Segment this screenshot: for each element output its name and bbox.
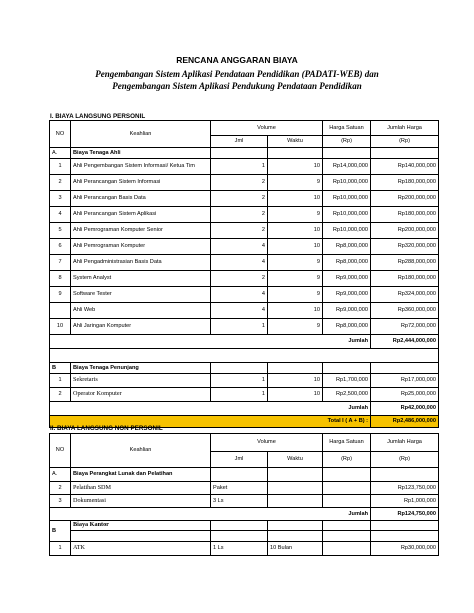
row-harga: Rp9,000,000	[323, 303, 371, 319]
row-keahlian: Ahli Pengadministrasian Basis Data	[71, 255, 211, 271]
row-keahlian: Operator Komputer	[71, 388, 211, 402]
row-harga	[323, 542, 371, 556]
row-no: 2	[50, 388, 71, 402]
row-waktu: 9	[268, 175, 323, 191]
row-waktu: 10	[268, 159, 323, 175]
row-harga: Rp1,700,000	[323, 374, 371, 388]
row-no: 10	[50, 319, 71, 335]
group-label: Biaya Perangkat Lunak dan Pelatihan	[71, 468, 211, 482]
row-keahlian: Ahli Perancangan Basis Data	[71, 191, 211, 207]
row-jumlah: Rp1,000,000	[371, 495, 439, 508]
table-row	[50, 255, 439, 271]
header-rp: (Rp)	[323, 136, 371, 148]
group-header-row	[50, 521, 439, 531]
row-no: 9	[50, 287, 71, 303]
header-volume: Volume	[211, 434, 323, 452]
row-waktu: 10	[268, 303, 323, 319]
row-harga: Rp8,000,000	[323, 239, 371, 255]
row-jml: 1	[211, 159, 268, 175]
row-waktu	[268, 482, 323, 495]
row-harga: Rp8,000,000	[323, 319, 371, 335]
row-waktu: 10	[268, 374, 323, 388]
row-waktu: 9	[268, 319, 323, 335]
header-no: NO	[50, 434, 71, 468]
group-label: Biaya Kantor	[71, 521, 211, 531]
table-row	[50, 239, 439, 255]
row-keahlian: Ahli Web	[71, 303, 211, 319]
table-row	[50, 223, 439, 239]
row-no: 7	[50, 255, 71, 271]
header-volume: Volume	[211, 121, 323, 136]
table-row	[50, 271, 439, 287]
total-value: Rp2,486,000,000	[371, 416, 439, 428]
row-jumlah: Rp140,000,000	[371, 159, 439, 175]
row-jml: 2	[211, 175, 268, 191]
row-no: 8	[50, 271, 71, 287]
row-waktu: 10	[268, 223, 323, 239]
header-no: NO	[50, 121, 71, 148]
subtotal-label: Jumlah	[50, 402, 371, 416]
row-no: 5	[50, 223, 71, 239]
group-header-row	[50, 148, 439, 159]
row-keahlian: System Analyst	[71, 271, 211, 287]
header-jumlah-harga: Jumlah Harga	[371, 121, 439, 136]
table-row	[50, 303, 439, 319]
header-rp: (Rp)	[323, 452, 371, 468]
row-keahlian: Software Tester	[71, 287, 211, 303]
row-no: 1	[50, 159, 71, 175]
row-jml: 4	[211, 239, 268, 255]
group-label: Biaya Tenaga Penunjang	[71, 363, 211, 374]
row-keahlian: Ahli Perancangan Sistem Aplikasi	[71, 207, 211, 223]
row-harga: Rp14,000,000	[323, 159, 371, 175]
document-title: RENCANA ANGGARAN BIAYA	[176, 55, 298, 65]
row-no	[50, 303, 71, 319]
row-jml: 4	[211, 287, 268, 303]
row-waktu: 10 Bulan	[268, 542, 323, 556]
table-row	[50, 374, 439, 388]
row-no: 3	[50, 495, 71, 508]
row-keahlian: Ahli Pemrograman Komputer Senior	[71, 223, 211, 239]
row-jml: 3 Ls	[211, 495, 268, 508]
row-keahlian: Ahli Perancangan Sistem Informasi	[71, 175, 211, 191]
row-no: 1	[50, 542, 71, 556]
spacer-row	[50, 349, 439, 363]
non-personnel-cost-table	[49, 433, 439, 556]
group-code: B	[50, 521, 71, 542]
row-jumlah: Rp180,000,000	[371, 175, 439, 191]
subtotal-label: Jumlah	[50, 508, 371, 521]
row-jml: 2	[211, 191, 268, 207]
row-jumlah: Rp72,000,000	[371, 319, 439, 335]
group-label: Biaya Tenaga Ahli	[71, 148, 211, 159]
row-jumlah: Rp200,000,000	[371, 223, 439, 239]
row-no: 2	[50, 175, 71, 191]
row-jumlah: Rp180,000,000	[371, 207, 439, 223]
row-jumlah: Rp17,000,000	[371, 374, 439, 388]
section-1-heading: I. BIAYA LANGSUNG PERSONIL	[50, 113, 146, 120]
row-keahlian: Dokumentasi	[71, 495, 211, 508]
row-harga: Rp8,000,000	[323, 255, 371, 271]
header-rp: (Rp)	[371, 452, 439, 468]
header-jml: Jml	[211, 136, 268, 148]
header-jml: Jml	[211, 452, 268, 468]
header-keahlian: Keahlian	[71, 434, 211, 468]
header-rp: (Rp)	[371, 136, 439, 148]
row-jml: 1 Ls	[211, 542, 268, 556]
header-waktu: Waktu	[268, 136, 323, 148]
row-jumlah: Rp30,000,000	[371, 542, 439, 556]
row-jumlah: Rp25,000,000	[371, 388, 439, 402]
row-harga	[323, 482, 371, 495]
row-jml: 1	[211, 319, 268, 335]
row-no: 1	[50, 374, 71, 388]
row-jml: 1	[211, 388, 268, 402]
document-subtitle-line-1: Pengembangan Sistem Aplikasi Pendataan Pendidikan (PADATI-WEB) dan	[95, 69, 379, 79]
row-harga: Rp10,000,000	[323, 223, 371, 239]
group-code: B	[50, 363, 71, 374]
row-jumlah: Rp320,000,000	[371, 239, 439, 255]
row-jumlah: Rp324,000,000	[371, 287, 439, 303]
subtotal-label: Jumlah	[50, 335, 371, 349]
table-row	[50, 319, 439, 335]
group-header-row	[50, 468, 439, 482]
subtotal-row	[50, 508, 439, 521]
row-jml: 4	[211, 255, 268, 271]
row-jumlah: Rp288,000,000	[371, 255, 439, 271]
subtotal-value: Rp42,000,000	[371, 402, 439, 416]
subtotal-row	[50, 402, 439, 416]
header-harga-satuan: Harga Satuan	[323, 434, 371, 452]
table-row	[50, 175, 439, 191]
personnel-cost-table	[49, 120, 439, 428]
row-jml: 1	[211, 374, 268, 388]
table-row	[50, 542, 439, 556]
row-no: 4	[50, 207, 71, 223]
row-waktu	[268, 495, 323, 508]
row-waktu: 9	[268, 255, 323, 271]
header-jumlah-harga: Jumlah Harga	[371, 434, 439, 452]
row-harga	[323, 495, 371, 508]
row-harga: Rp10,000,000	[323, 191, 371, 207]
row-waktu: 9	[268, 287, 323, 303]
row-jumlah: Rp360,000,000	[371, 303, 439, 319]
row-no: 3	[50, 191, 71, 207]
row-keahlian: Ahli Jaringan Komputer	[71, 319, 211, 335]
row-waktu: 9	[268, 207, 323, 223]
table-row	[50, 207, 439, 223]
row-jumlah: Rp123,750,000	[371, 482, 439, 495]
table-row	[50, 159, 439, 175]
row-jml: 4	[211, 303, 268, 319]
row-keahlian: Sekretaris	[71, 374, 211, 388]
row-jumlah: Rp200,000,000	[371, 191, 439, 207]
row-waktu: 10	[268, 239, 323, 255]
row-no: 6	[50, 239, 71, 255]
subtotal-value: Rp2,444,000,000	[371, 335, 439, 349]
header-waktu: Waktu	[268, 452, 323, 468]
group-code: A.	[50, 148, 71, 159]
table-row	[50, 482, 439, 495]
row-harga: Rp10,000,000	[323, 207, 371, 223]
header-keahlian: Keahlian	[71, 121, 211, 148]
table-row	[50, 531, 439, 542]
table-row	[50, 495, 439, 508]
row-jml: 2	[211, 223, 268, 239]
row-no: 2	[50, 482, 71, 495]
header-harga-satuan: Harga Satuan	[323, 121, 371, 136]
row-keahlian: Ahli Pemrograman Komputer	[71, 239, 211, 255]
table-row	[50, 191, 439, 207]
group-header-row	[50, 363, 439, 374]
subtotal-row	[50, 335, 439, 349]
row-waktu: 9	[268, 271, 323, 287]
row-harga: Rp2,500,000	[323, 388, 371, 402]
group-code: A.	[50, 468, 71, 482]
row-jml: Paket	[211, 482, 268, 495]
row-keahlian: ATK	[71, 542, 211, 556]
table-row	[50, 388, 439, 402]
row-jumlah: Rp180,000,000	[371, 271, 439, 287]
table-header-row	[50, 434, 439, 452]
row-keahlian: Pelatihan SDM	[71, 482, 211, 495]
table-row	[50, 287, 439, 303]
row-jml: 2	[211, 207, 268, 223]
row-harga: Rp9,000,000	[323, 287, 371, 303]
row-harga: Rp10,000,000	[323, 175, 371, 191]
subtotal-value: Rp124,750,000	[371, 508, 439, 521]
row-waktu: 10	[268, 191, 323, 207]
total-label: Total I ( A + B) :	[50, 416, 371, 428]
table-header-row	[50, 121, 439, 136]
row-keahlian: Ahli Pengembangan Sistem Informasi/ Ketua Tim	[71, 159, 211, 175]
section-2-heading: II. BIAYA LANGSUNG NON PERSONIL	[50, 425, 163, 432]
row-waktu: 10	[268, 388, 323, 402]
document-subtitle-line-2: Pengembangan Sistem Aplikasi Pendukung Pendataan Pendidikan	[112, 81, 362, 91]
row-harga: Rp9,000,000	[323, 271, 371, 287]
row-jml: 2	[211, 271, 268, 287]
